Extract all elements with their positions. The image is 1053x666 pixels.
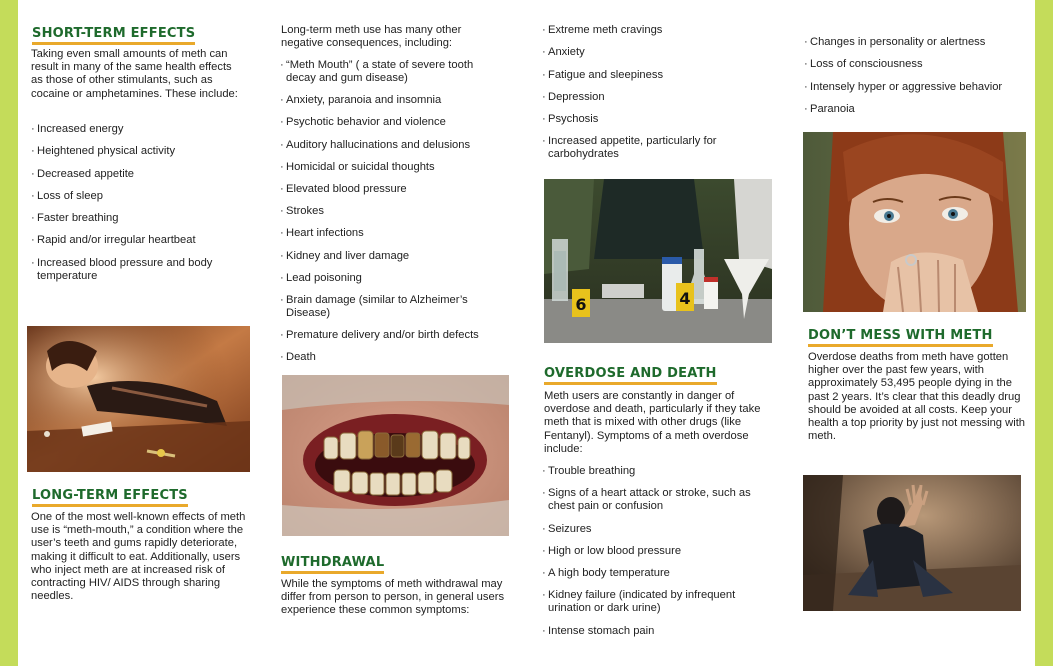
list-item: · Increased appetite, particularly for carbohydrates [542,135,762,161]
long-term-list [280,59,505,373]
list-item: · Homicidal or suicidal thoughts [280,161,505,174]
list-item: · Depression [542,91,762,104]
list-item: · Kidney and liver damage [280,250,505,263]
evidence-marker-6: 6 [575,295,587,314]
list-item: · Decreased appetite [31,168,243,181]
list-item: · Trouble breathing [542,465,772,478]
list-item: · Loss of sleep [31,190,243,203]
list-item: · Fatigue and sleepiness [542,69,762,82]
brochure-sheet [18,0,1035,666]
list-item: · Intense stomach pain [542,625,772,638]
meth-mouth-photo [282,375,509,536]
list-item: · Strokes [280,205,505,218]
list-item: · Auditory hallucinations and delusions [280,139,505,152]
list-item: · Intensely hyper or aggressive behavior [804,81,1028,94]
long-term-paragraph: One of the most well-known effects of meth use is “meth-mouth,” a condition where the user’s teeth and gums rapidly deteriorate, making it difficult to eat. Additionally, users who inject meth are at increased risk of contracting HIV/ AIDS through sharing needles. [31,511,246,603]
list-item: · Increased blood pressure and body temperature [31,257,243,283]
list-item: · Death [280,351,505,364]
evidence-marker-4: 4 [679,289,691,308]
list-item: · High or low blood pressure [542,545,772,558]
withdrawal-heading: WITHDRAWAL [281,555,384,574]
list-item: · Anxiety [542,46,762,59]
list-item: · A high body temperature [542,567,772,580]
list-item: · Lead poisoning [280,272,505,285]
list-item: · Psychotic behavior and violence [280,116,505,129]
list-item: · Elevated blood pressure [280,183,505,196]
long-term-intro: Long-term meth use has many other negative consequences, including: [281,24,462,50]
overdose-heading: OVERDOSE AND DEATH [544,366,717,385]
short-term-intro: Taking even small amounts of meth can result in many of the same health effects as those of other stimulants, such as cocaine or amphetamines. These include: [31,48,238,100]
short-term-effects-heading: SHORT-TERM EFFECTS [32,26,195,45]
list-item: · Anxiety, paranoia and insomnia [280,94,505,107]
list-item: · Premature delivery and/or birth defects [280,329,505,342]
list-item: · Faster breathing [31,212,243,225]
list-item: · Extreme meth cravings [542,24,762,37]
list-item: · Loss of consciousness [804,58,1028,71]
list-item: · Signs of a heart attack or stroke, such as chest pain or confusion [542,487,772,513]
crime-lab-photo [544,179,772,343]
list-item: · Heightened physical activity [31,145,243,158]
list-item: · Psychosis [542,113,762,126]
list-item: · Brain damage (similar to Alzheimer’s Disease) [280,294,505,320]
withdrawal-paragraph: While the symptoms of meth withdrawal may differ from person to person, in general users experience these common symptoms: [281,578,505,617]
distressed-woman-photo [803,132,1026,312]
long-term-effects-heading: LONG-TERM EFFECTS [32,488,188,507]
list-item: · Increased energy [31,123,243,136]
overdose-list-continued [804,36,1028,125]
dont-mess-heading: DON’T MESS WITH METH [808,328,993,347]
overdose-paragraph: Meth users are constantly in danger of overdose and death, particularly if they take meth that is mixed with other drugs (like Fentanyl). Symptoms of a meth overdose include: [544,390,761,455]
short-term-list [31,123,243,292]
dont-mess-paragraph: Overdose deaths from meth have gotten higher over the past few years, with approximately 53,495 people dying in the past 2 years. It’s clear that this deadly drug should be avoided at all costs. Keep your health a top priority by just not messing with meth. [808,351,1026,443]
list-item: · Rapid and/or irregular heartbeat [31,234,243,247]
list-item: · “Meth Mouth” ( a state of severe tooth decay and gum disease) [280,59,505,85]
overdose-list [542,465,772,647]
person-hiding-photo [803,475,1021,611]
withdrawal-list [542,24,762,171]
list-item: · Changes in personality or alertness [804,36,1028,49]
list-item: · Seizures [542,523,772,536]
person-lying-photo [27,326,250,472]
list-item: · Kidney failure (indicated by infrequent urination or dark urine) [542,589,772,615]
list-item: · Heart infections [280,227,505,240]
list-item: · Paranoia [804,103,1028,116]
